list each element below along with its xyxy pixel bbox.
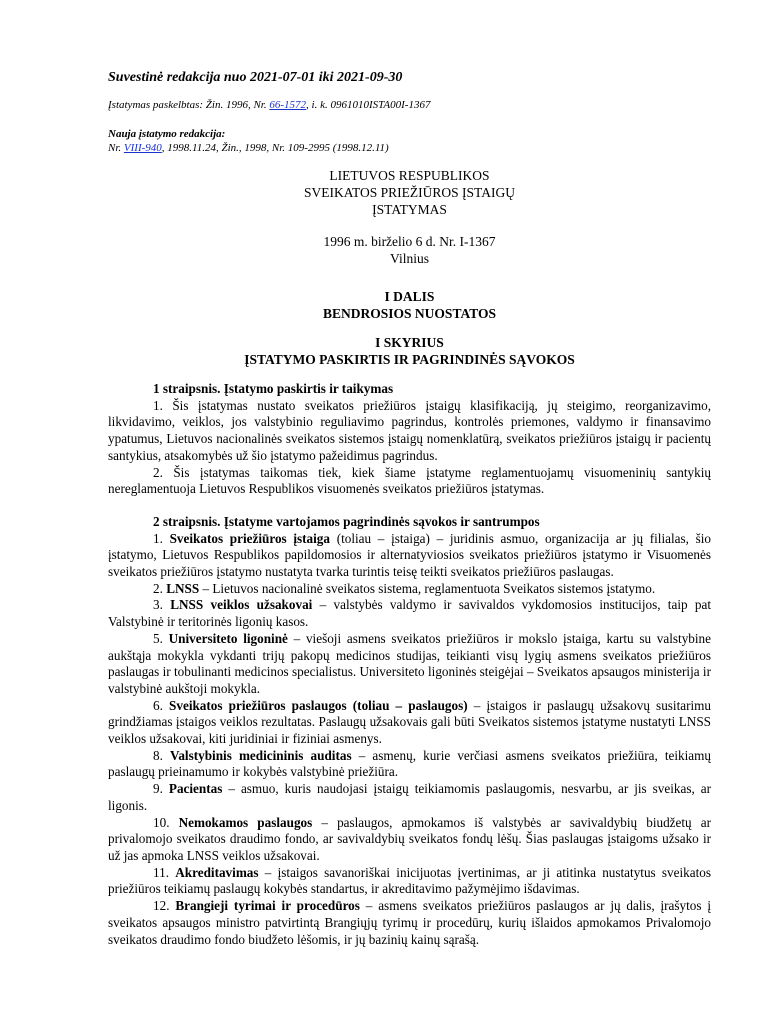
law-title-line3: ĮSTATYMAS: [372, 202, 447, 217]
definition-3: [108, 597, 711, 630]
definition-number: 6.: [153, 697, 170, 713]
chapter-heading: [108, 334, 711, 368]
definition-text: (toliau – įstaiga) – juridinis asmuo, organizacija ar jų filialas, šio įstatymo, Lietuvos Respublikos papildomosios ir alternatyviosios sveikatos priežiūros įstatymo ir Visuomenės sveikatos priežiūros įstatymo nustatyta tvarka turintis teisę teikti sveikatos priežiūros paslaugas.: [108, 530, 711, 580]
definition-text: – paslaugos, apmokamos iš valstybės ar savivaldybių biudžetų ar privalomojo sveikatos draudimo fondo, ar savivaldybių sveikatos fondų lėšų. Šias paslaugas įstaigoms užsako ir už jas apmoka LNSS veiklos užsakovai.: [108, 814, 711, 863]
definition-1: [108, 531, 711, 581]
definition-term: LNSS: [166, 580, 200, 596]
definition-term: Brangieji tyrimai ir procedūros: [175, 898, 360, 914]
spacer: [108, 498, 711, 514]
definition-text: – asmuo, kuris naudojasi įstaigų teikiamomis paslaugomis, nesvarbu, ar jis sveikas, ar ligonis.: [108, 781, 711, 813]
definition-term: Sveikatos priežiūros įstaiga: [169, 530, 330, 546]
article-1-paragraph-2: 2. Šis įstatymas taikomas tiek, kiek šiame įstatyme reglamentuojamų visuomeninių santykių nereglamentuoja Lietuvos Respublikos visuomenės sveikatos priežiūros įstatymas.: [108, 464, 711, 497]
definition-text: – asmens sveikatos priežiūros paslaugos ar jų dalis, įrašytos į sveikatos apsaugos ministro patvirtintą Brangiųjų tyrimų ir procedūrų, kurių išlaidos apmokamos Privalomojo sveikatos draudimo fondo biudžeto lėšomis, ir jų bazinių kainų sąrašą.: [108, 898, 712, 947]
chapter-number: I SKYRIUS: [375, 335, 444, 350]
definition-6: [108, 698, 711, 748]
definition-text: – viešoji asmens sveikatos priežiūros ir mokslo įstaiga, kartu su valstybine aukštąja mokykla vykdanti trijų pakopų medicinos studijas, teikianti visų lygių asmens sveikatos priežiūros paslaugas ir tobulinanti medicinos specialistus. Universiteto ligoninės steigėjai – Sveikatos apsaugos ministerija ir valstybinė aukštoji mokykla.: [108, 630, 711, 696]
definition-number: 8.: [153, 747, 171, 763]
article-2-heading: 2 straipsnis. Įstatyme vartojamos pagrindinės sąvokos ir santrumpos: [153, 513, 540, 529]
definition-11: [108, 865, 711, 898]
definition-term: Pacientas: [168, 781, 223, 797]
article-1-heading: 1 straipsnis. Įstatymo paskirtis ir taikymas: [153, 381, 394, 396]
new-edition-link[interactable]: VIII-940: [123, 142, 162, 154]
law-body: [108, 381, 711, 948]
publication-suffix: , i. k. 0961010ISTA00I-1367: [306, 99, 431, 111]
definition-number: 11.: [153, 864, 176, 880]
definition-9: [108, 781, 711, 814]
definition-10: [108, 815, 711, 865]
definition-term: Valstybinis medicininis auditas: [170, 747, 352, 763]
definition-term: Nemokamos paslaugos: [178, 814, 313, 830]
law-title-line2: SVEIKATOS PRIEŽIŪROS ĮSTAIGŲ: [304, 185, 515, 200]
part-number: I DALIS: [384, 289, 435, 304]
definition-term: LNSS veiklos užsakovai: [170, 597, 313, 613]
law-date-block: [108, 233, 711, 267]
publication-line: [108, 99, 430, 111]
definition-5: [108, 631, 711, 698]
definition-number: 5.: [153, 630, 169, 646]
definition-number: 1.: [153, 530, 170, 546]
definition-number: 9.: [153, 781, 169, 797]
article-1-paragraph-1: 1. Šis įstatymas nustato sveikatos priežiūros įstaigų klasifikaciją, jų steigimo, reorganizavimo, likvidavimo, veiklos, jos valstybinio reguliavimo pagrindus, kontrolės priemones, valdymo ir finansavimo ypatumus, Lietuvos nacionalinės sveikatos sistemos įstaigų nomenklatūrą, sveikatos priežiūros įstaigų ir pacientų santykius, atsakomybės už šio įstatymo pažeidimus pagrindus.: [108, 397, 711, 463]
law-date: 1996 m. birželio 6 d. Nr. I-1367: [323, 234, 496, 249]
definition-number: 3.: [153, 597, 171, 613]
definition-number: 12.: [153, 898, 176, 914]
law-title: [108, 167, 711, 218]
definition-2: [108, 581, 711, 598]
definition-text: – Lietuvos nacionalinė sveikatos sistema, reglamentuota Sveikatos sistemos įstatymo.: [199, 580, 656, 596]
chapter-name: ĮSTATYMO PASKIRTIS IR PAGRINDINĖS SĄVOKOS: [244, 352, 575, 367]
new-edition-suffix: , 1998.11.24, Žin., 1998, Nr. 109-2995 (1998.12.11): [161, 142, 389, 154]
publication-prefix: Įstatymas paskelbtas: Žin. 1996, Nr.: [108, 99, 270, 111]
definition-text: – valstybės valdymo ir savivaldos vykdomosios institucijos, taip pat Valstybinė ir teritorinės ligonių kasos.: [108, 597, 711, 630]
definition-text: – įstaigos ir paslaugų užsakovų susitarimu grindžiamas įstaigos veiklos rezultatas. Paslaugų užsakovais gali būti Sveikatos sistemos įstatyme nustatyti LNSS veiklos užsakovai, kiti juridiniai ir fiziniai asmenys.: [108, 697, 712, 747]
definition-text: – įstaigos savanoriškai inicijuotas įvertinimas, ar ji atitinka nustatytus sveikatos priežiūros teikiamų paslaugų kokybės standartus, ir akreditavimo pažymėjimo išdavimas.: [108, 864, 712, 897]
definition-8: [108, 748, 711, 781]
part-heading: [108, 288, 711, 322]
definition-term: Universiteto ligoninė: [168, 630, 288, 646]
new-edition-line: [108, 142, 389, 154]
law-place: Vilnius: [390, 251, 429, 266]
part-name: BENDROSIOS NUOSTATOS: [323, 306, 496, 321]
definition-term: Akreditavimas: [175, 864, 259, 880]
consolidated-version-title: Suvestinė redakcija nuo 2021-07-01 iki 2021-09-30: [108, 70, 403, 85]
definition-text: – asmenų, kurie verčiasi asmens sveikatos priežiūra, teikiamų paslaugų prieinamumo ir kokybės valstybinė priežiūra.: [108, 747, 712, 780]
definition-number: 2.: [153, 580, 167, 596]
new-edition-label: Nauja įstatymo redakcija:: [108, 128, 226, 140]
law-title-line1: LIETUVOS RESPUBLIKOS: [329, 168, 490, 183]
definition-12: [108, 898, 711, 948]
new-edition-prefix: Nr.: [108, 142, 124, 154]
definition-term: Sveikatos priežiūros paslaugos (toliau – paslaugos): [169, 697, 468, 713]
publication-link[interactable]: 66-1572: [269, 99, 307, 111]
definition-number: 10.: [153, 814, 179, 830]
